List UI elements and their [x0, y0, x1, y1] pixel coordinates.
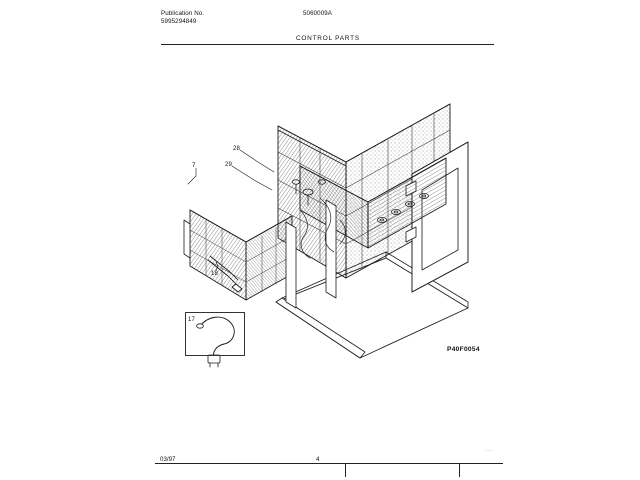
footer-divider	[155, 463, 503, 464]
callout-7: 7	[192, 163, 196, 169]
page-title: CONTROL PARTS	[296, 35, 360, 42]
footer-page-number: 4	[316, 456, 320, 463]
figure-code: P40F0054	[447, 346, 480, 353]
model-number: 5060009A	[303, 10, 333, 17]
header-divider	[161, 44, 494, 45]
callout-29: 29	[225, 162, 233, 168]
footer-margin-mark: ···	[485, 448, 494, 454]
footer-tick-left	[345, 463, 346, 477]
publication-label: Publication No.	[161, 10, 205, 17]
publication-block	[161, 10, 204, 25]
footer-tick-right	[459, 463, 460, 477]
callout-17: 17	[188, 317, 196, 323]
publication-number: 5995294849	[161, 17, 197, 25]
callout-28: 28	[233, 146, 241, 152]
footer-date: 03/97	[160, 456, 176, 463]
callout-18: 18	[211, 271, 219, 277]
